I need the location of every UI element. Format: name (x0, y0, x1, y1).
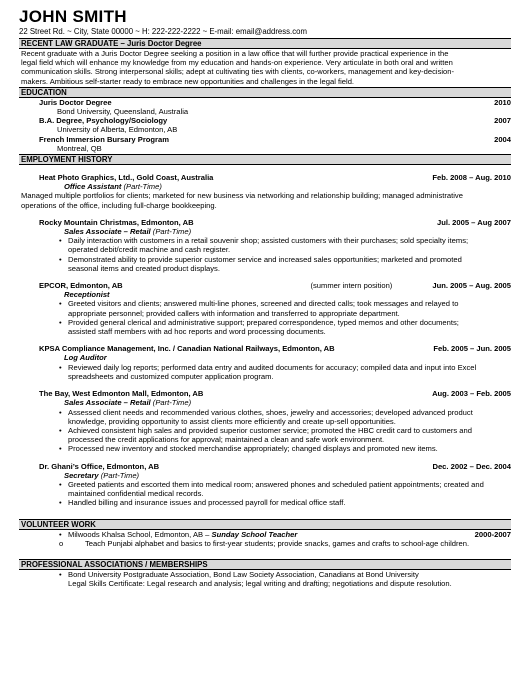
year: 2004 (494, 134, 511, 144)
job-title: Office Assistant (64, 182, 122, 192)
summary-line: Recent graduate with a Juris Doctor Degree seeking a position in a law office that will further provide practical experience in the (21, 49, 449, 58)
list-item: • Reviewed daily log reports; performed data entry and audited documents for accuracy; compiled data and input into Excel spreadsheets and customized computer application program. (19, 363, 511, 381)
job-title: Sales Associate – Retail (64, 398, 151, 408)
job-entry (19, 173, 511, 210)
job-type: (Part-Time) (100, 470, 140, 480)
school: Bond University, Queensland, Australia (57, 107, 189, 117)
job-dates: Feb. 2005 – Jun. 2005 (433, 344, 511, 354)
list-item: • Provided general clerical and administrative support; prepared correspondence, typed memos and other documents; assisted staff members with ad hoc reports and word processing documents. (19, 318, 511, 336)
contact-line: 22 Street Rd. ~ City, State 00000 ~ H: 222-222-2222 ~ E-mail: email@address.com (19, 27, 307, 36)
list-item: • Processed new inventory and stocked merchandise appropriately; changed displays and promoted new items. (19, 444, 511, 453)
list-item: • Greeted visitors and clients; answered multi-line phones, screened and directed calls; took messages and relayed to appropriate personnel; provided callers with information and transferred to appropriate department. (19, 299, 511, 317)
degree: French Immersion Bursary Program (39, 134, 169, 144)
job-dates: Jul. 2005 – Aug 2007 (436, 217, 511, 227)
job-title: Receptionist (64, 290, 110, 300)
education-heading: EDUCATION (19, 87, 511, 98)
list-item: • Achieved consistent high sales and provided superior customer service; promoted the HBC credit card to customers and processed the credit applications for approval; maintained a clean and safe work environment. (19, 426, 511, 444)
association-memberships: • Bond University Postgraduate Association, Bond Law Society Association, Canadians at Bond University (68, 569, 419, 579)
education-item (19, 116, 511, 134)
volunteer-role: Sunday School Teacher (211, 529, 298, 539)
job-dates: Dec. 2002 – Dec. 2004 (432, 461, 511, 471)
resume-page (19, 8, 511, 588)
year: 2007 (494, 116, 511, 126)
list-item (19, 570, 511, 588)
job-entry (19, 344, 511, 381)
school: University of Alberta, Edmonton, AB (57, 125, 178, 135)
list-item: • Greeted patients and escorted them into medical room; answered phones and scheduled patient appointments; created and maintained confidential medical records. (19, 480, 511, 498)
list-item: • Assessed client needs and recommended various clothes, shoes, jewelry and accessories; developed advanced product knowledge, providing opportunity to assist clients more efficiently and create up-sell opportunities. (19, 408, 511, 426)
education-item (19, 135, 511, 153)
job-entry (19, 281, 511, 336)
summary-line: makers. Ambitious self-starter ready to embrace new opportunities and challenges in the legal field. (21, 76, 355, 86)
job-entry (19, 462, 511, 508)
association-certificate: Legal Skills Certificate: Legal research and analysis; legal writing and drafting; negotiations and dispute resolution. (68, 579, 452, 589)
education-item (19, 98, 511, 116)
school: Montreal, QB (57, 143, 102, 153)
associations-heading: PROFESSIONAL ASSOCIATIONS / MEMBERSHIPS (19, 559, 511, 570)
job-dates: Aug. 2003 – Feb. 2005 (432, 389, 511, 399)
job-entry (19, 389, 511, 453)
list-item: • Handled billing and insurance issues and processed payroll for medical office staff. (19, 498, 511, 507)
list-item (19, 539, 511, 548)
job-entry (19, 218, 511, 273)
job-title: Sales Associate – Retail (64, 227, 151, 237)
volunteer-description: o Teach Punjabi alphabet and basics to first-year students; provide snacks, games and crafts to school-age children. (85, 538, 470, 548)
volunteer-years: 2000-2007 (474, 529, 511, 539)
employer: Heat Photo Graphics, Ltd., Gold Coast, Australia (39, 173, 214, 183)
job-note: (summer intern position) (310, 281, 393, 291)
employer: KPSA Compliance Management, Inc. / Canadian National Railways, Edmonton, AB (39, 344, 335, 354)
degree: B.A. Degree, Psychology/Sociology (39, 116, 168, 126)
degree: Juris Doctor Degree (39, 97, 112, 107)
job-title: Log Auditor (64, 353, 107, 363)
job-description: operations of the office, including full-charge bookkeeping. (21, 200, 217, 210)
job-description: Managed multiple portfolios for clients; marketed for new business via networking and relationship building; managed administrative (21, 191, 463, 201)
summary-line: legal field which will enhance my knowledge from my education and hands-on experience. Very articulate in both oral and written (21, 58, 453, 68)
summary-heading: RECENT LAW GRADUATE – Juris Doctor Degree (19, 38, 511, 49)
job-type: (Part-Time) (123, 182, 162, 192)
job-dates: Feb. 2008 – Aug. 2010 (432, 173, 511, 183)
applicant-name: JOHN SMITH (19, 7, 127, 26)
volunteer-org: Milwoods Khalsa School, Edmonton, AB – (68, 529, 212, 539)
list-item: • Daily interaction with customers in a retail souvenir shop; assisted customers with their purchases; sold specialty items; operated debit/credit machine and cash register. (19, 236, 511, 254)
summary-line: communication skills. Strong interpersonal skills; adept at cultivating ties with clients, co-workers, management and key-decision- (21, 67, 455, 77)
job-type: (Part-Time) (152, 227, 192, 237)
employer: Dr. Ghani’s Office, Edmonton, AB (39, 461, 160, 471)
list-item (19, 530, 511, 539)
year: 2010 (494, 97, 511, 107)
employment-heading: EMPLOYMENT HISTORY (19, 154, 511, 165)
employer: The Bay, West Edmonton Mall, Edmonton, AB (39, 389, 204, 399)
job-title: Secretary (64, 470, 99, 480)
employer: EPCOR, Edmonton, AB (39, 281, 123, 291)
job-type: (Part-Time) (152, 398, 192, 408)
job-dates: Jun. 2005 – Aug. 2005 (432, 281, 511, 291)
list-item: • Demonstrated ability to provide superior customer service and increased sales opportunities; marketed and promoted seasonal items and created product displays. (19, 255, 511, 273)
employer: Rocky Mountain Christmas, Edmonton, AB (39, 217, 194, 227)
summary-text (19, 49, 511, 86)
volunteer-heading: VOLUNTEER WORK (19, 519, 511, 530)
